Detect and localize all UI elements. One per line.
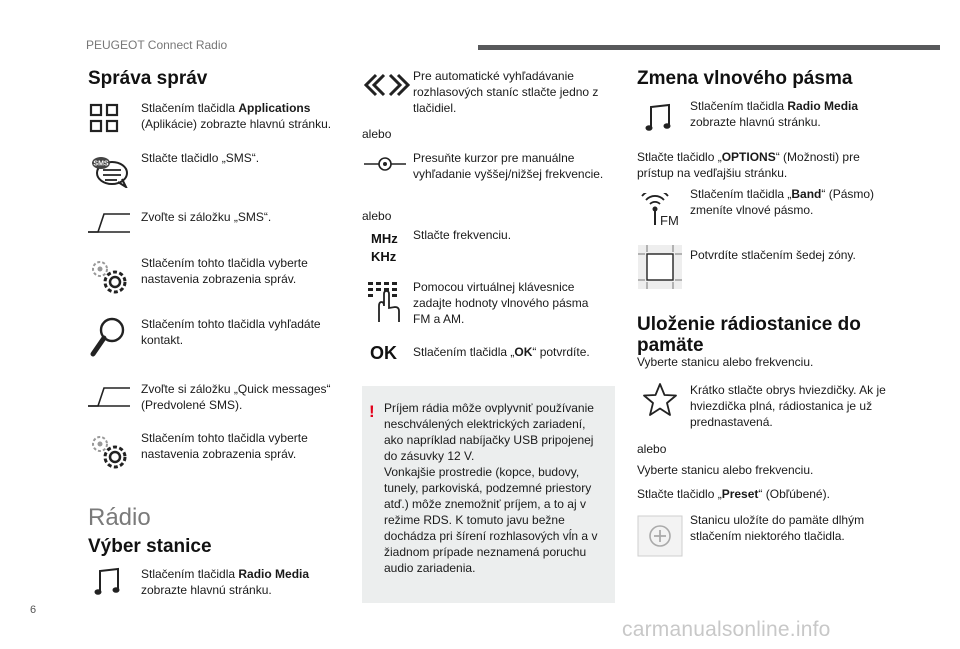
- seek-arrows-icon: [362, 72, 412, 98]
- text-ok: Stlačením tlačidla „OK“ potvrdíte.: [413, 345, 590, 359]
- text-band: Stlačením tlačidla „Band“ (Pásmo) zmeníte vlnové pásmo.: [690, 187, 875, 217]
- keypad-hand-icon: [366, 280, 402, 324]
- tab-icon: [86, 212, 132, 234]
- warning-text: Príjem rádia môže ovplyvniť používanie neschválených elektrických zariadení, ako napríklad nabíjačky USB pripojenej do zásuvky 12 V. Vonkajšie prostredie (kopce, budovy, tunely, parkoviská, podzemné priestory atď.) môže znemožniť príjem, a to aj v režime RDS. K tomuto javu bežne dochádza pri šírení rozhlasových vĺn a v žiadnom prípade neznamená poruchu audio zariadenia.: [384, 401, 598, 575]
- text-or-3: alebo: [637, 442, 667, 456]
- text-select-2: Vyberte stanicu alebo frekvenciu.: [637, 463, 814, 477]
- ok-icon: OK: [370, 343, 397, 363]
- page-number: 6: [30, 604, 37, 616]
- item-search-contact: Stlačením tohto tlačidla vyhľadáte kontakt.: [141, 317, 321, 347]
- tuning-cursor-icon: [362, 153, 408, 175]
- item-sms: Stlačte tlačidlo „SMS“.: [141, 151, 260, 165]
- star-outline-icon: [641, 382, 679, 418]
- text-preset: Stlačte tlačidlo „Preset“ (Obľúbené).: [637, 487, 830, 501]
- text-or-2: alebo: [362, 209, 392, 223]
- item-radio-media: Stlačením tlačidla Radio Media zobrazte hlavnú stránku.: [141, 567, 310, 597]
- text-long-press: Stanicu uložíte do pamäte dlhým stlačením niektorého tlačidla.: [690, 513, 865, 543]
- grey-zone-icon: [637, 244, 683, 290]
- band-icon-label: FM: [660, 213, 679, 227]
- section-title-station: Výber stanice: [88, 536, 212, 557]
- text-grey-zone: Potvrdíte stlačením šedej zóny.: [690, 248, 856, 262]
- settings-gears-icon: [88, 257, 130, 297]
- settings-gears-icon: [88, 432, 130, 472]
- music-note-icon: [94, 567, 122, 597]
- tab-icon: [86, 386, 132, 408]
- warning-note: [362, 386, 615, 603]
- sms-bubble-icon: [88, 154, 130, 188]
- item-settings-2: Stlačením tohto tlačidla vyberte nastavenia zobrazenia správ.: [141, 431, 308, 461]
- magnifier-icon: [88, 316, 128, 358]
- text-seek: Pre automatické vyhľadávanie rozhlasových staníc stlačte jedno z tlačidiel.: [413, 69, 599, 115]
- add-preset-icon: [637, 515, 683, 557]
- header-bar: [478, 45, 940, 50]
- apps-grid-icon: [88, 102, 120, 134]
- section-title-save: Uloženie rádiostanice do pamäte: [637, 314, 861, 356]
- item-sms-tab: Zvoľte si záložku „SMS“.: [141, 210, 272, 224]
- text-options: Stlačte tlačidlo „OPTIONS“ (Možnosti) pre prístup na vedľajšiu stránku.: [637, 150, 860, 180]
- section-title-messages: Správa správ: [88, 68, 208, 89]
- text-keypad: Pomocou virtuálnej klávesnice zadajte hodnoty vlnového pásma FM a AM.: [413, 280, 589, 326]
- item-quick-messages: Zvoľte si záložku „Quick messages“ (Predvolené SMS).: [141, 382, 331, 412]
- music-note-icon: [645, 103, 673, 133]
- svg-text:SMS: SMS: [93, 160, 109, 168]
- text-star: Krátko stlačte obrys hviezdičky. Ak je hviezdička plná, rádiostanica je už prednastavená.: [690, 383, 886, 429]
- section-title-radio: Rádio: [88, 504, 151, 531]
- text-or-1: alebo: [362, 127, 392, 141]
- warning-icon: !: [369, 402, 375, 421]
- item-band-radio-media: Stlačením tlačidla Radio Media zobrazte hlavnú stránku.: [690, 99, 859, 129]
- text-frequency: Stlačte frekvenciu.: [413, 228, 512, 242]
- header-title: PEUGEOT Connect Radio: [86, 38, 228, 52]
- watermark: carmanualsonline.info: [622, 618, 831, 641]
- text-cursor: Presuňte kurzor pre manuálne vyhľadanie vyššej/nižšej frekvencie.: [413, 151, 604, 181]
- band-fm-icon: [641, 193, 683, 227]
- section-title-band: Zmena vlnového pásma: [637, 68, 853, 89]
- frequency-unit-icon: MHz KHz: [371, 231, 398, 264]
- text-select-1: Vyberte stanicu alebo frekvenciu.: [637, 355, 814, 369]
- item-applications: Stlačením tlačidla Applications (Aplikácie) zobrazte hlavnú stránku.: [141, 101, 332, 131]
- item-settings-1: Stlačením tohto tlačidla vyberte nastavenia zobrazenia správ.: [141, 256, 308, 286]
